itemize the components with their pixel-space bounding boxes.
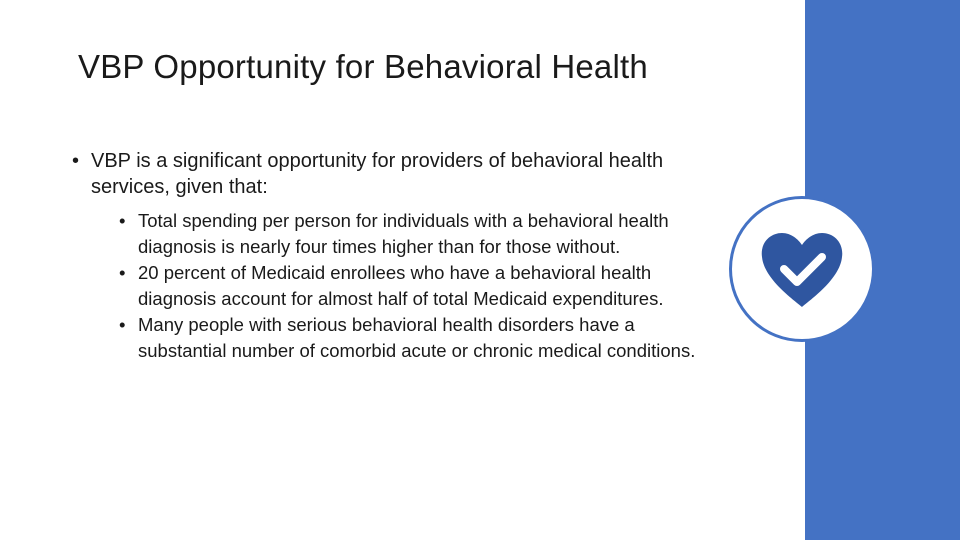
slide-body — [72, 148, 722, 364]
slide-title: VBP Opportunity for Behavioral Health — [78, 48, 648, 85]
sub-bullet-item — [119, 260, 728, 312]
bullet-glyph: • — [72, 150, 80, 172]
sub-bullet-glyph: • — [119, 314, 126, 335]
sub-bullet-item — [119, 208, 728, 260]
sub-bullet-glyph: • — [119, 262, 126, 283]
bullet-item — [72, 148, 722, 364]
sub-bullet-item — [119, 312, 728, 364]
sub-bullet-list — [91, 208, 722, 364]
sub-bullet-text: Total spending per person for individuals with a behavioral health diagnosis is nearly four times higher than for those without. — [138, 210, 669, 257]
sub-bullet-text: 20 percent of Medicaid enrollees who have a behavioral health diagnosis account for almost half of total Medicaid expenditures. — [138, 262, 664, 309]
bullet-text: VBP is a significant opportunity for providers of behavioral health services, given that: — [91, 150, 664, 198]
sub-bullet-glyph: • — [119, 210, 126, 231]
heart-check-icon — [760, 231, 844, 309]
heart-shape — [762, 233, 843, 307]
icon-badge — [729, 196, 875, 342]
sub-bullet-text: Many people with serious behavioral health disorders have a substantial number of comorbid acute or chronic medical conditions. — [138, 314, 696, 361]
bullet-list — [72, 148, 722, 364]
